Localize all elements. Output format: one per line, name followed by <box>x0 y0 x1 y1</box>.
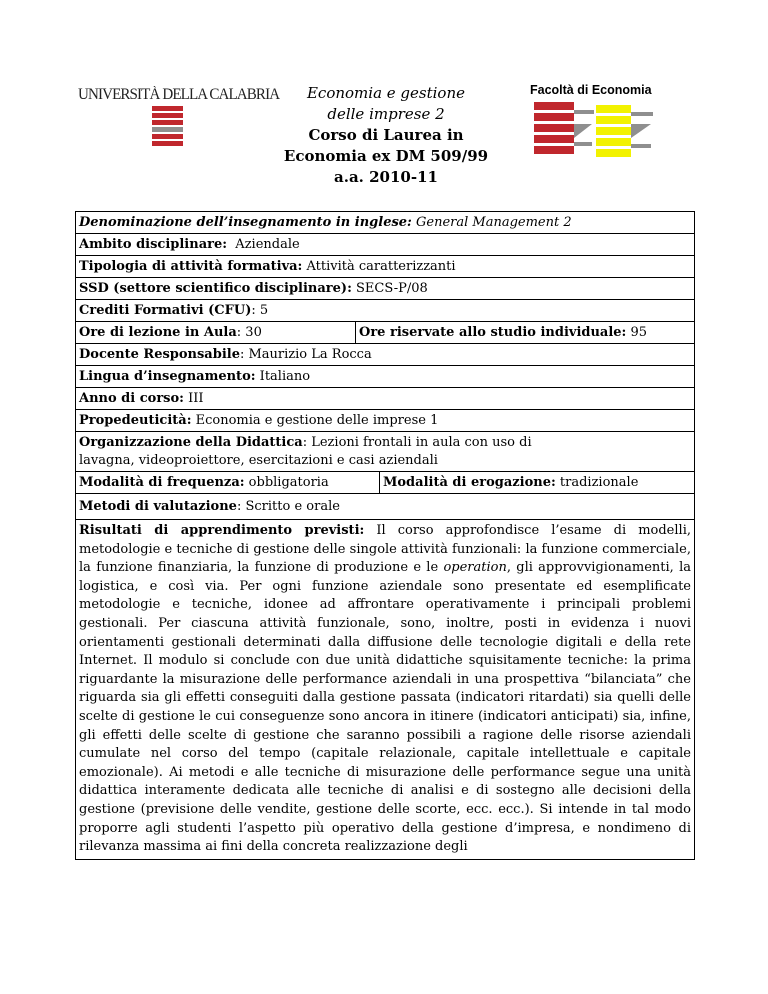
faculty-name: Facoltà di Economia <box>530 83 652 97</box>
english-name-label: Denominazione dell’insegnamento in inglese: <box>79 215 412 230</box>
ssd-label: SSD (settore scientifico disciplinare): <box>79 281 352 296</box>
risultati-label: Risultati di apprendimento previsti: <box>79 523 365 538</box>
course-title-line1: Economia e gestione <box>306 84 466 102</box>
tipologia-value: Attività caratterizzanti <box>302 259 456 274</box>
row-ambito <box>76 233 694 255</box>
ambito-label: Ambito disciplinare: <box>79 237 228 252</box>
ore-studio-value: 95 <box>626 325 648 340</box>
risultati-text-b: , gli approvvigionamenti, la logistica, e così via. Per ogni funzione aziendale sono presentate ed esemplificate metodologie e tecniche, idonee ad affrontare operativamente i principali problemi gestionali. Per ciascuna attività funzionale, sono, inoltre, posti in evidenza i nuovi orientamenti gestionali determinati dalla diffusione delle tecnologie digitali e della rete Internet. Il modulo si conclude con due unità didattiche squisitamente tecniche: la prima riguardante la misurazione delle performance aziendali in una prospettiva “bilanciata” che riguarda sia gli effetti conseguiti dalla gestione passata (indicatori ritardati) sia quelli delle scelte di gestione le cui conseguenze sono ancora in itinere (indicatori anticipati) sia, infine, gli effetti delle scelte di gestione che saranno possibili a ragione delle risorse aziendali cumulate nel corso del tempo (capitale relazionale, capitale intellettuale e capitale emozionale). Ai metodi e alle tecniche di misurazione delle performance segue una unità didattica interamente dedicata alle tecniche di analisi e di sostegno alle decisioni della gestione (previsione delle vendite, gestione delle scorte, ecc. ecc.). Si intende in tal modo proporre agli studenti l’aspetto più operativo della gestione d’impresa, e nondimeno di rilevanza massima ai fini della concreta realizzazione degli <box>79 560 691 855</box>
frequenza-value: obbligatoria <box>244 475 329 490</box>
row-valutazione <box>76 493 694 519</box>
ambito-value: Aziendale <box>227 237 300 252</box>
organizzazione-value: : Lezioni frontali in aula con uso di lavagna, videoproiettore, esercitazioni e casi aziendali <box>79 435 532 468</box>
row-ore <box>76 321 694 343</box>
degree-line1: Corso di Laurea in <box>308 126 464 144</box>
valutazione-value: : Scritto e orale <box>236 499 340 514</box>
row-english-name <box>76 212 694 233</box>
academic-year: a.a. 2010-11 <box>334 168 438 186</box>
course-info-table <box>75 211 695 860</box>
lingua-value: Italiano <box>255 369 311 384</box>
row-lingua <box>76 365 694 387</box>
organizzazione-label: Organizzazione della Didattica <box>79 435 303 450</box>
erogazione-value: tradizionale <box>555 475 639 490</box>
row-ssd <box>76 277 694 299</box>
docente-value: : Maurizio La Rocca <box>239 347 372 362</box>
propedeuticita-value: Economia e gestione delle imprese 1 <box>191 413 439 428</box>
ssd-value: SECS-P/08 <box>351 281 428 296</box>
row-anno <box>76 387 694 409</box>
cfu-value: : 5 <box>251 303 269 318</box>
ore-aula-label: Ore di lezione in Aula <box>79 325 237 340</box>
university-logo <box>78 86 278 146</box>
anno-label: Anno di corso: <box>79 391 184 406</box>
frequenza-label: Modalità di frequenza: <box>79 475 245 490</box>
row-frequenza-erogazione <box>76 471 694 493</box>
faculty-logo-graphic <box>530 102 690 162</box>
row-propedeuticita <box>76 409 694 431</box>
row-organizzazione <box>76 431 694 471</box>
ore-aula-value: : 30 <box>236 325 262 340</box>
risultati-text-a: Il corso approfondisce l’esame di modelli, metodologie e tecniche di gestione delle singole attività funzionali: la funzione commerciale, la funzione finanziaria, la funzione di produzione e le <box>79 523 691 576</box>
university-name: UNIVERSITÀ DELLA CALABRIA <box>78 86 280 103</box>
cfu-label: Crediti Formativi (CFU) <box>79 303 252 318</box>
row-tipologia <box>76 255 694 277</box>
erogazione-label: Modalità di erogazione: <box>383 475 556 490</box>
tipologia-label: Tipologia di attività formativa: <box>79 259 303 274</box>
docente-label: Docente Responsabile <box>79 347 240 362</box>
row-docente <box>76 343 694 365</box>
degree-line2: Economia ex DM 509/99 <box>283 147 489 165</box>
faculty-logo <box>530 83 700 173</box>
row-risultati <box>76 519 694 859</box>
anno-value: III <box>183 391 204 406</box>
lingua-label: Lingua d’insegnamento: <box>79 369 256 384</box>
valutazione-label: Metodi di valutazione <box>79 499 237 514</box>
ore-studio-label: Ore riservate allo studio individuale: <box>359 325 627 340</box>
course-title-line2: delle imprese 2 <box>327 105 445 123</box>
row-cfu <box>76 299 694 321</box>
english-name-value: General Management 2 <box>411 215 572 230</box>
risultati-text-italic: operation <box>443 560 507 576</box>
propedeuticita-label: Propedeuticità: <box>79 413 192 428</box>
course-heading <box>280 83 492 188</box>
